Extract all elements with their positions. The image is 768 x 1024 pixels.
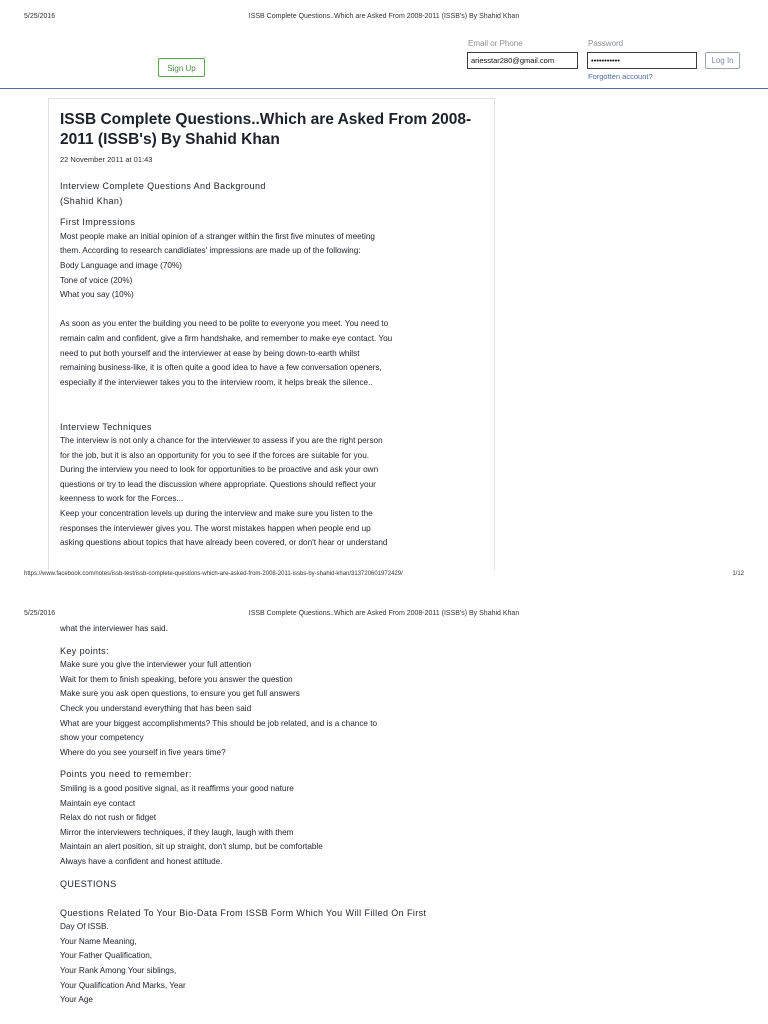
paragraph-line: Day Of ISSB. — [60, 922, 109, 932]
list-item: Your Father Qualification, — [60, 951, 153, 961]
questions-heading: QUESTIONS — [60, 878, 117, 889]
email-field[interactable]: ariesstar280@gmail.com — [467, 52, 578, 69]
sign-up-button[interactable]: Sign Up — [158, 58, 205, 77]
list-item: Maintain eye contact — [60, 798, 136, 808]
list-item: Body Language and image (70%) — [60, 260, 182, 270]
list-item: Where do you see yourself in five years time? — [60, 747, 226, 757]
note-body-page-1 — [60, 179, 492, 551]
facebook-login-bar — [0, 30, 768, 89]
paragraph-line: them. According to research candidiates' impressions are made up of the following: — [60, 246, 361, 256]
print-date: 5/25/2016 — [24, 610, 56, 617]
list-item: Your Qualification And Marks, Year — [60, 980, 186, 990]
paragraph-line: During the interview you need to look for opportunities to be proactive and ask your own — [60, 465, 379, 475]
list-item: show your competency — [60, 733, 144, 743]
list-item: Tone of voice (20%) — [60, 275, 133, 285]
interview-techniques-heading: Interview Techniques — [60, 421, 152, 432]
paragraph-line: As soon as you enter the building you need to be polite to everyone you meet. You need to — [60, 319, 389, 329]
paragraph-line: remaining business-like, it is often quite a good idea to have a few conversation openers, — [60, 363, 382, 373]
paragraph-line: especially if the interviewer takes you to the interview room, it helps break the silence.. — [60, 377, 373, 387]
print-title: ISSB Complete Questions..Which are Asked From 2008-2011 (ISSB's) By Shahid Khan — [248, 610, 520, 617]
password-field[interactable]: ••••••••••• — [587, 52, 697, 69]
list-item: Your Age — [60, 995, 93, 1005]
note-title: ISSB Complete Questions..Which are Asked From 2008-2011 (ISSB's) By Shahid Khan — [60, 111, 472, 148]
note-body-page-2 — [60, 622, 492, 1008]
intro-author: (Shahid Khan) — [60, 195, 123, 206]
print-title: ISSB Complete Questions..Which are Asked From 2008-2011 (ISSB's) By Shahid Khan — [248, 13, 520, 20]
list-item: What you say (10%) — [60, 290, 134, 300]
print-header-page-2 — [0, 607, 768, 621]
password-label: Password — [588, 39, 624, 48]
list-item: Make sure you give the interviewer your full attention — [60, 660, 252, 670]
paragraph-line: need to put both yourself and the interviewer at ease by being down-to-earth whilst — [60, 348, 360, 358]
paragraph-line: Keep your concentration levels up during the interview and make sure you listen to the — [60, 509, 373, 519]
forgotten-account-link[interactable]: Forgotten account? — [588, 72, 653, 81]
list-item: Your Name Meaning, — [60, 936, 137, 946]
bio-data-heading: Questions Related To Your Bio-Data From ISSB Form Which You Will Filled On First — [60, 907, 427, 918]
list-item: Wait for them to finish speaking, before you answer the question — [60, 674, 293, 684]
points-to-remember-heading: Points you need to remember: — [60, 769, 192, 780]
paragraph-line: questions or try to lead the discussion where appropriate. Questions should reflect your — [60, 479, 376, 489]
page-number: 1/12 — [732, 571, 744, 577]
list-item: Relax do not rush or fidget — [60, 813, 157, 823]
list-item: Make sure you ask open questions, to ensure you get full answers — [60, 689, 300, 699]
first-impressions-heading: First Impressions — [60, 217, 136, 228]
email-label: Email or Phone — [468, 39, 523, 48]
list-item: What are your biggest accomplishments? This should be job related, and is a chance to — [60, 718, 378, 728]
paragraph-line: asking questions about topics that have already been covered, or don't hear or understand — [60, 538, 388, 548]
list-item: Your Rank Among Your siblings, — [60, 966, 177, 976]
log-in-button[interactable]: Log In — [705, 52, 740, 69]
paragraph-line: for the job, but it is also an opportunity for you to see if the forces are suitable for you. — [60, 450, 370, 460]
list-item: Always have a confident and honest attitude. — [60, 856, 223, 866]
intro-heading: Interview Complete Questions And Background — [60, 181, 266, 191]
list-item: Check you understand everything that has been said — [60, 703, 252, 713]
print-url: https://www.facebook.com/notes/issb-test/issb-complete-questions-which-are-asked-from-2008-2011-issbs-by-shahid-khan/313720601972429/ — [24, 571, 403, 577]
paragraph-line: what the interviewer has said. — [60, 624, 168, 633]
note-date: 22 November 2011 at 01:43 — [60, 155, 153, 164]
paragraph-line: keenness to work for the Forces... — [60, 494, 184, 504]
print-header — [0, 10, 768, 24]
key-points-heading: Key points: — [60, 645, 109, 656]
paragraph-line: responses the interviewer gives you. The worst mistakes happen when people end up — [60, 523, 371, 533]
print-date: 5/25/2016 — [24, 13, 56, 20]
print-footer — [0, 568, 768, 580]
list-item: Mirror the interviewers techniques, if they laugh, laugh with them — [60, 827, 294, 837]
list-item: Smiling is a good positive signal, as it reaffirms your good nature — [60, 783, 294, 793]
list-item: Maintain an alert position, sit up straight, don't slump, but be comfortable — [60, 842, 323, 852]
paragraph-line: Most people make an initial opinion of a stranger within the first five minutes of meeting — [60, 231, 375, 241]
paragraph-line: The interview is not only a chance for the interviewer to assess if you are the right person — [60, 436, 383, 446]
paragraph-line: remain calm and confident, give a firm handshake, and remember to make eye contact. You — [60, 333, 393, 343]
